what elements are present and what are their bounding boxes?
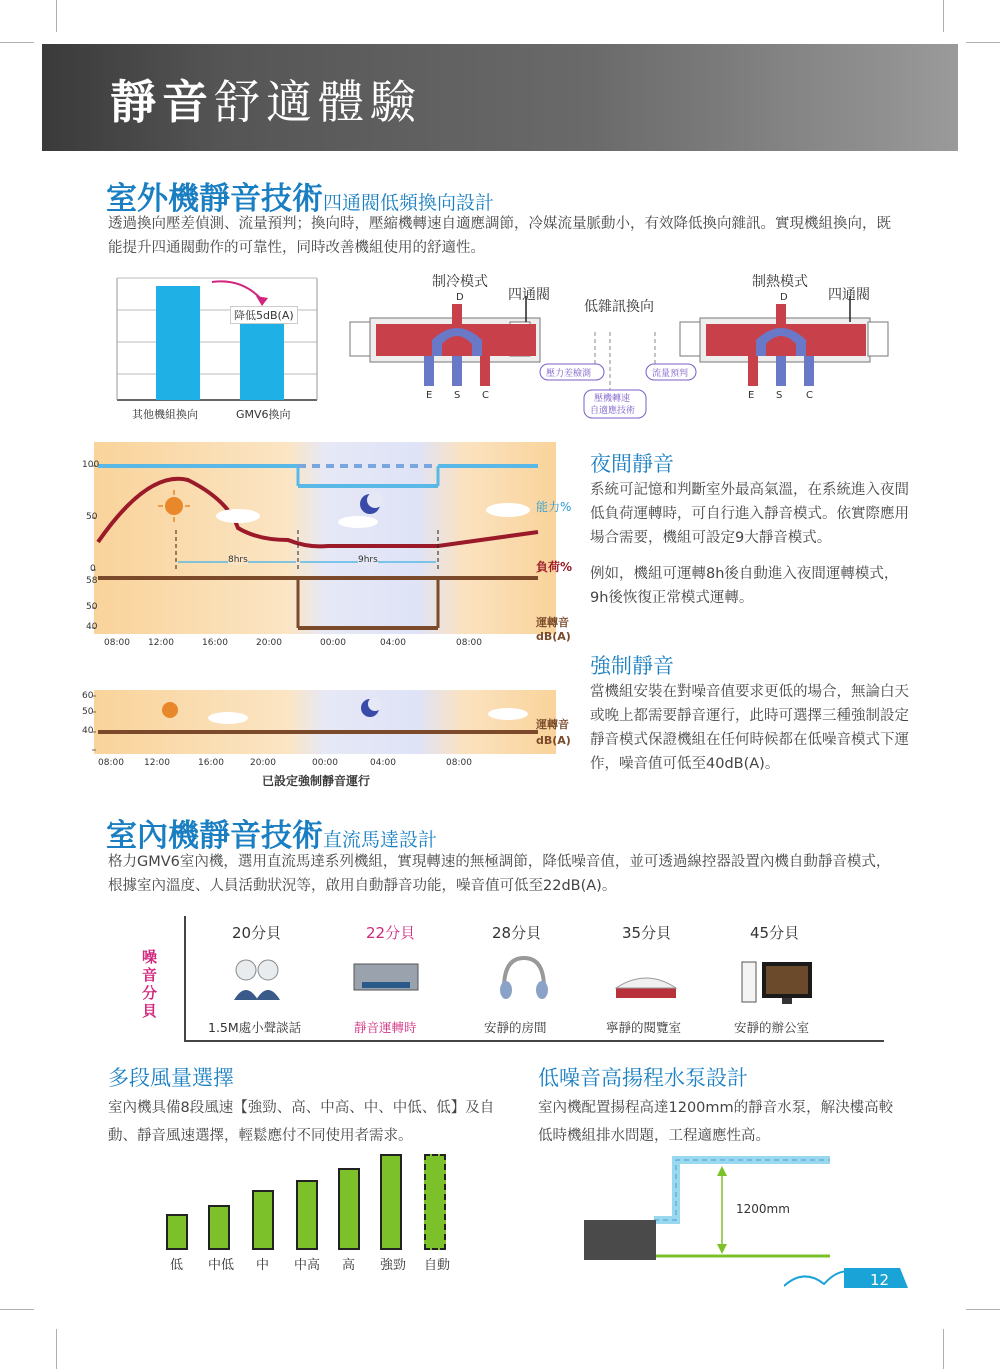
- bar-other-units: [156, 286, 200, 400]
- reversal-noise-chart: [112, 270, 322, 425]
- forced-silent-body: 當機組安裝在對噪音值要求更低的場合，無論白天或晚上都需要靜音運行，此時可選擇三種強制設定靜音模式保證機組在任何時候都在低噪音模式下運作，噪音值可低至40dB(A)。: [590, 684, 909, 772]
- forced-caption: 已設定強制靜音運行: [262, 774, 371, 788]
- fan-speed-body: 室內機具備8段風速【強勁、高、中高、中、中低、低】及自動、靜音風速選擇，輕鬆應付不同使用者需求。: [108, 1100, 495, 1144]
- forced-x-0000: 00:00: [312, 758, 338, 768]
- fan-speed-title: 多段風量選擇: [108, 1066, 234, 1090]
- night-silent-body1: 系統可記憶和判斷室外最高氣溫，在系統進入夜間低負荷運轉時，可自行進入靜音模式。依實際應用場合需要，機組可設定9大靜音模式。: [590, 482, 909, 546]
- noise-value-35: 35分貝: [622, 924, 672, 942]
- port-s-right: S: [776, 390, 783, 401]
- fan-label-mid: 中: [256, 1258, 270, 1273]
- forced-silent-chart: [78, 688, 578, 788]
- forced-y-60: 60: [82, 691, 94, 701]
- header-banner: [42, 44, 958, 151]
- fan-label-low: 低: [170, 1258, 184, 1273]
- forced-x-1600: 16:00: [198, 758, 224, 768]
- x-tick-0400: 04:00: [380, 638, 406, 648]
- x-tick-0800: 08:00: [104, 638, 130, 648]
- compressor-label-2: 自適應技術: [590, 406, 636, 416]
- forced-noise-label-1: 運轉音: [536, 718, 569, 731]
- port-d-left: D: [456, 292, 464, 303]
- x-tick-0800-end: 08:00: [456, 638, 482, 648]
- outdoor-subtitle: 四通閥低頻換向設計: [323, 192, 495, 214]
- forced-y-50: 50: [82, 707, 94, 717]
- night-silent-body2: 例如，機組可運轉8h後自動進入夜間運轉模式，9h後恢復正常模式運轉。: [590, 566, 899, 606]
- title-bold: 靜音: [110, 75, 214, 129]
- x-tick-2000: 20:00: [256, 638, 282, 648]
- forced-x-0800-end: 08:00: [446, 758, 472, 768]
- page-footer: [784, 1258, 914, 1318]
- fan-bar-low: [166, 1214, 188, 1250]
- y-tick-0: 0: [90, 564, 96, 574]
- fan-bar-mid-low: [208, 1205, 230, 1250]
- fan-bar-auto: [424, 1154, 446, 1250]
- noise-label-2: dB(A): [536, 630, 571, 643]
- indoor-unit: [584, 1220, 656, 1260]
- outdoor-title: 室外機靜音技術: [106, 181, 323, 217]
- sun-icon: [165, 497, 183, 515]
- noise-value-28: 28分貝: [492, 924, 542, 942]
- capacity-label: 能力%: [536, 500, 572, 514]
- fan-label-mid-low: 中低: [208, 1258, 235, 1273]
- heat-mode-label: 制熱模式: [752, 274, 808, 290]
- y-tick-mid-50: 50: [86, 602, 98, 612]
- indoor-section-title: [106, 810, 437, 855]
- noise-axis-label: 噪音分貝: [142, 948, 158, 1020]
- indoor-title: 室內機靜音技術: [106, 818, 323, 854]
- noise-value-20: 20分貝: [232, 924, 282, 942]
- y-tick-100: 100: [82, 460, 100, 470]
- span-8hrs: 8hrs: [228, 555, 248, 565]
- bar-gmv6: [240, 311, 284, 400]
- span-9hrs: 9hrs: [358, 555, 378, 565]
- pressure-detect-label: 壓力差檢測: [546, 369, 592, 379]
- port-s-left: S: [454, 390, 461, 401]
- people-icon: [234, 960, 280, 1000]
- port-e-right: E: [748, 390, 755, 401]
- night-silent-chart: [78, 440, 578, 655]
- fan-bar-mid-high: [296, 1180, 318, 1250]
- forced-noise-label-2: dB(A): [536, 734, 571, 747]
- load-label: 負荷%: [536, 560, 573, 574]
- port-c-left: C: [482, 390, 489, 401]
- x-tick-1200: 12:00: [148, 638, 174, 648]
- fan-label-high: 高: [342, 1258, 356, 1273]
- x-tick-1600: 16:00: [202, 638, 228, 648]
- fan-bar-high: [338, 1168, 360, 1250]
- fan-bar-mid: [252, 1190, 274, 1250]
- noise-caption-22: 靜音運轉時: [354, 1020, 417, 1035]
- valve-label-right: 四通閥: [828, 287, 870, 303]
- y-tick-58: 58: [86, 576, 98, 586]
- port-d-right: D: [780, 292, 788, 303]
- noise-caption-35: 寧靜的閱覽室: [606, 1020, 682, 1035]
- page-title: [110, 66, 422, 132]
- y-tick-40: 40: [86, 622, 98, 632]
- cool-mode-label: 制冷模式: [432, 274, 488, 290]
- low-noise-label: 低雜訊換向: [584, 299, 654, 315]
- label-other-units: 其他機組換向: [132, 408, 198, 421]
- forced-silent-title: 強制靜音: [590, 654, 674, 678]
- fan-label-auto: 自動: [424, 1258, 451, 1273]
- forced-x-2000: 20:00: [250, 758, 276, 768]
- noise-value-22: 22分貝: [366, 924, 416, 942]
- headphones-icon: [500, 958, 548, 999]
- port-e-left: E: [426, 390, 433, 401]
- valve-label-left: 四通閥: [508, 287, 550, 303]
- flow-predict-label: 流量預判: [652, 369, 689, 379]
- pump-height-label: 1200mm: [736, 1202, 790, 1216]
- noise-label-1: 運轉音: [536, 616, 569, 629]
- fan-label-strong: 強勁: [380, 1258, 407, 1273]
- x-tick-0000: 00:00: [320, 638, 346, 648]
- valve-cooling: [350, 304, 540, 386]
- indoor-subtitle: 直流馬達設計: [323, 829, 438, 851]
- computer-icon: [742, 962, 812, 1004]
- valve-heating: [680, 304, 888, 386]
- indoor-paragraph: 格力GMV6室內機，選用直流馬達系列機組，實現轉速的無極調節，降低噪音值，並可透過線控器設置內機自動靜音模式，根據室內溫度、人員活動狀況等，啟用自動靜音功能，噪音值可低至22dB(A)。: [108, 854, 891, 894]
- pump-title: 低噪音高揚程水泵設計: [538, 1066, 748, 1090]
- forced-y-40: 40: [82, 726, 94, 736]
- noise-value-45: 45分貝: [750, 924, 800, 942]
- books-icon: [616, 978, 676, 998]
- fan-label-mid-high: 中高: [294, 1258, 321, 1273]
- fan-bar-strong: [380, 1154, 402, 1250]
- forced-x-0400: 04:00: [370, 758, 396, 768]
- noise-scale: [142, 912, 882, 1047]
- compressor-label-1: 壓機轉速: [594, 394, 631, 404]
- ducted-unit-icon: [354, 964, 418, 990]
- noise-caption-45: 安靜的辦公室: [734, 1020, 810, 1035]
- port-c-right: C: [806, 390, 813, 401]
- forced-x-1200: 12:00: [144, 758, 170, 768]
- callout-reduce-5db: 降低5dB(A): [230, 306, 298, 324]
- title-rest: 舒適體驗: [214, 75, 422, 129]
- label-gmv6: GMV6換向: [236, 408, 291, 421]
- noise-caption-28: 安靜的房間: [484, 1020, 547, 1035]
- four-way-valve-diagram: [340, 266, 910, 426]
- noise-caption-20: 1.5M處小聲談話: [208, 1020, 302, 1035]
- page-number: 12: [870, 1271, 890, 1289]
- forced-x-0800: 08:00: [98, 758, 124, 768]
- y-tick-50: 50: [86, 512, 98, 522]
- night-silent-title: 夜間靜音: [590, 452, 674, 476]
- fan-speed-chart: [160, 1150, 460, 1273]
- outdoor-paragraph: 透過換向壓差偵測、流量預判；換向時，壓縮機轉速自適應調節，冷媒流量脈動小，有效降低換向雜訊。實現機組換向，既能提升四通閥動作的可靠性，同時改善機組使用的舒適性。: [108, 216, 891, 256]
- pump-body: 室內機配置揚程高達1200mm的靜音水泵，解決樓高較低時機組排水問題，工程適應性高。: [538, 1100, 894, 1144]
- sun-icon-forced: [162, 702, 178, 718]
